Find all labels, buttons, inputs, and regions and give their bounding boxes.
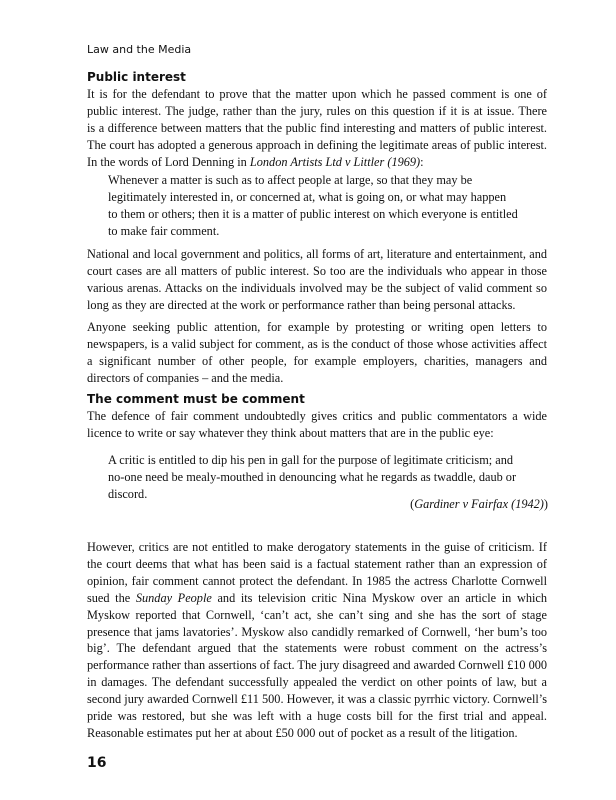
text-line <box>87 590 547 607</box>
text-line: various arenas. Attacks on the individuals involved may be the subject of valid comment so <box>87 280 547 295</box>
text-line: in damages. The defendant successfully appealed the verdict on other points of law, but a <box>87 675 547 690</box>
text-line: The court has adopted a generous approach in defining the legitimate areas of public interest. <box>87 137 547 152</box>
section-heading-public-interest: Public interest <box>87 70 186 84</box>
text-line: second jury awarded Cornwell £11 500. However, it was a classic pyrrhic victory. Cornwell’s <box>87 692 547 707</box>
quote-line: to make fair comment. <box>108 223 220 238</box>
text-line: public interest. The judge, rather than the jury, rules on this question if it is at issue. There <box>87 103 547 118</box>
text-fragment: sued the <box>87 590 136 605</box>
paragraph-public-interest-intro <box>87 86 547 171</box>
quote-line: no-one need be mealy-mouthed in denouncing what he regards as twaddle, daub or <box>108 469 517 484</box>
text-line: It is for the defendant to prove that the matter upon which he passed comment is one of <box>87 87 547 101</box>
text-fragment: In the words of Lord Denning in <box>87 154 250 169</box>
text-line: directors of companies – and the media. <box>87 370 284 385</box>
quote-line: Whenever a matter is such as to affect people at large, so that they may be <box>108 173 473 187</box>
text-line: is a difference between matters that the public find interesting and matters of public interest. <box>87 120 547 135</box>
page-number: 16 <box>87 755 107 771</box>
case-name: Gardiner v Fairfax (1942) <box>414 497 544 511</box>
quote-line: discord. <box>108 486 148 501</box>
text-fragment: ( <box>410 497 415 511</box>
text-fragment: : <box>420 154 424 169</box>
text-line: big’. The defendant argued that the statements were robust comment on the actress’s <box>87 641 547 656</box>
text-line: pride was restored, but she was left with a huge costs bill for the first trial and appeal. <box>87 709 547 724</box>
text-fragment: ) <box>543 497 548 511</box>
text-line: The defence of fair comment undoubtedly gives critics and public commentators a wide <box>87 409 547 423</box>
text-line: newspapers, is a valid subject for comment, as is the conduct of those whose activities affect <box>87 336 547 351</box>
block-quote-denning <box>108 172 528 240</box>
text-line: long as they are directed at the work or performance rather than being personal attacks. <box>87 297 516 312</box>
text-line: presence that jams lavatories’. Myskow also candidly remarked of Cornwell, ‘her bum’s too <box>87 624 547 639</box>
text-line: Reasonable estimates put her at about £50 000 out of pocket as a result of the litigation. <box>87 725 518 740</box>
text-line: a significant number of other people, for example employers, charities, managers and <box>87 353 547 368</box>
publication-name: Sunday People <box>135 590 212 605</box>
text-line: opinion, fair comment cannot protect the defendant. In 1985 the actress Charlotte Cornwell <box>87 573 547 588</box>
quote-line: legitimately interested in, or concerned at, what is going on, or what may happen <box>108 189 507 204</box>
block-quote-gardiner <box>108 452 528 503</box>
text-line: court cases are all matters of public interest. So too are the individuals who appear in those <box>87 263 547 278</box>
text-line: However, critics are not entitled to make derogatory statements in the guise of criticism. If <box>87 540 547 554</box>
text-line: the court deems that what has been said is a factual statement rather than an expression of <box>87 556 547 571</box>
paragraph-seeking-attention <box>87 319 547 387</box>
text-line: licence to write or say whatever they think about matters that are in the public eye: <box>87 425 494 440</box>
quote-line: to them or others; then it is a matter of public interest on which everyone is entitled <box>108 206 518 221</box>
text-line <box>87 154 547 171</box>
running-head: Law and the Media <box>87 43 192 56</box>
case-name: London Artists Ltd v Littler (1969) <box>249 154 421 169</box>
paragraph-cornwell-case <box>87 539 547 742</box>
text-line: National and local government and politics, all forms of art, literature and entertainment, and <box>87 247 547 261</box>
paragraph-fair-comment-defence <box>87 408 547 442</box>
text-line: performance rather than assertions of fact. The jury disagreed and awarded Cornwell £10 000 <box>87 658 548 673</box>
case-citation <box>108 497 548 512</box>
paragraph-matters-of-public-interest <box>87 246 547 314</box>
text-line: Anyone seeking public attention, for example by protesting or writing open letters to <box>87 320 547 334</box>
quote-line: A critic is entitled to dip his pen in gall for the purpose of legitimate criticism; and <box>108 453 514 467</box>
section-heading-comment-must-be-comment: The comment must be comment <box>87 392 305 406</box>
text-fragment: and its television critic Nina Myskow over an article in which <box>211 590 547 605</box>
text-line: Myskow reported that Cornwell, ‘can’t act, she can’t sing and she has the sort of stage <box>87 607 547 622</box>
